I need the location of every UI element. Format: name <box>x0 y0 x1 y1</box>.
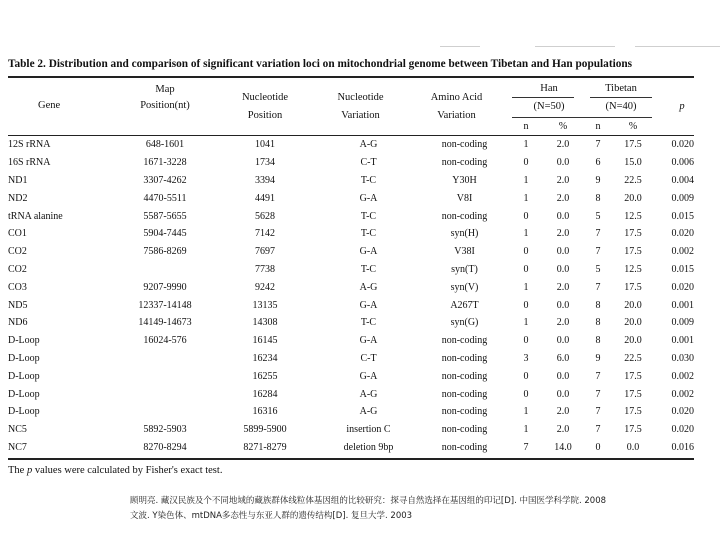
han-n-cell: 0 <box>523 370 529 382</box>
nucleotide-position-cell: 16234 <box>252 352 278 364</box>
han-percent-cell: 0.0 <box>556 157 570 169</box>
header-han-pct-col: % <box>558 121 568 132</box>
han-percent-cell: 2.0 <box>556 192 570 204</box>
map-position-cell: 12337-14148 <box>138 299 192 311</box>
amino-acid-variation-cell: syn(G) <box>450 317 479 329</box>
table-title <box>8 58 632 70</box>
han-percent-cell: 0.0 <box>556 263 570 275</box>
tibetan-n-cell: 7 <box>595 424 601 436</box>
han-underline <box>512 97 574 98</box>
map-position-cell: 1671-3228 <box>143 157 187 169</box>
table-row <box>8 403 694 421</box>
header-han: Han <box>540 83 558 94</box>
tibetan-n-cell: 5 <box>595 263 601 275</box>
tibetan-percent-cell: 17.5 <box>624 424 642 436</box>
map-position-cell <box>120 261 210 279</box>
map-position-cell: 3307-4262 <box>143 174 187 186</box>
amino-acid-variation-cell: non-coding <box>441 370 488 382</box>
tibetan-percent-cell: 20.0 <box>624 317 642 329</box>
amino-acid-variation-cell: syn(T) <box>451 263 478 275</box>
map-position-cell: 16024-576 <box>143 335 187 347</box>
map-position-cell: 9207-9990 <box>143 281 187 293</box>
map-position-cell: 7586-8269 <box>143 246 187 258</box>
header-tibetan: Tibetan <box>605 83 637 94</box>
han-n-cell: 1 <box>523 317 529 329</box>
amino-acid-variation-cell: non-coding <box>441 441 488 453</box>
han-n-cell: 1 <box>523 424 529 436</box>
table-row <box>8 154 694 172</box>
header-han-n: (N=50) <box>533 101 565 112</box>
table-row <box>8 207 694 225</box>
nucleotide-variation-cell: T-C <box>360 263 377 275</box>
table-footnote <box>8 465 222 476</box>
table-row <box>8 243 694 261</box>
tibetan-percent-cell: 17.5 <box>624 228 642 240</box>
han-n-cell: 0 <box>523 263 529 275</box>
han-n-cell: 1 <box>523 192 529 204</box>
gene-cell: D-Loop <box>8 335 40 347</box>
p-value-cell: 0.030 <box>671 352 694 364</box>
han-percent-cell: 14.0 <box>554 441 572 453</box>
han-percent-cell: 2.0 <box>556 424 570 436</box>
tibetan-percent-cell: 17.5 <box>624 281 642 293</box>
header-tibetan-pct-col: % <box>628 121 638 132</box>
gene-cell: NC5 <box>8 424 27 436</box>
gene-cell: tRNA alanine <box>8 210 63 222</box>
table-row <box>8 421 694 439</box>
table-row <box>8 278 694 296</box>
han-percent-cell: 6.0 <box>556 352 570 364</box>
nucleotide-position-cell: 1041 <box>255 139 275 151</box>
gene-cell: CO2 <box>8 246 27 258</box>
subheader-top-rule <box>512 117 652 118</box>
han-n-cell: 0 <box>523 157 529 169</box>
nucleotide-position-cell: 7738 <box>255 263 275 275</box>
nucleotide-variation-cell: G-A <box>359 192 378 204</box>
footnote-post: values were calculated by Fisher's exact test. <box>32 465 223 476</box>
faint-divider-3 <box>635 46 720 47</box>
nucleotide-position-cell: 7697 <box>255 246 275 258</box>
tibetan-n-cell: 9 <box>595 174 601 186</box>
nucleotide-variation-cell: G-A <box>359 246 378 258</box>
tibetan-percent-cell: 15.0 <box>624 157 642 169</box>
table-row <box>8 225 694 243</box>
han-percent-cell: 2.0 <box>556 317 570 329</box>
table-body <box>8 136 694 456</box>
tibetan-n-cell: 7 <box>595 388 601 400</box>
han-n-cell: 3 <box>523 352 529 364</box>
tibetan-n-cell: 9 <box>595 352 601 364</box>
nucleotide-position-cell: 16145 <box>252 335 278 347</box>
p-value-cell: 0.002 <box>671 370 694 382</box>
han-n-cell: 1 <box>523 174 529 186</box>
p-value-cell: 0.002 <box>671 246 694 258</box>
nucleotide-position-cell: 16255 <box>252 370 278 382</box>
amino-acid-variation-cell: Y30H <box>452 174 477 186</box>
han-n-cell: 7 <box>523 441 529 453</box>
header-nuc-var-1: Nucleotide <box>337 92 384 103</box>
gene-cell: CO3 <box>8 281 27 293</box>
map-position-cell <box>120 385 210 403</box>
amino-acid-variation-cell: V38I <box>454 246 475 258</box>
citation-1: 顾明亮. 藏汉民族及个不同地域的藏族群体线粒体基因组的比较研究：探寻自然选择在基因组的印记[D]. 中国医学科学院. 2008 <box>130 496 607 506</box>
table-row <box>8 439 694 457</box>
header-tibetan-n-col: n <box>595 121 601 132</box>
gene-cell: 16S rRNA <box>8 157 51 169</box>
map-position-cell: 5904-7445 <box>143 228 187 240</box>
tibetan-n-cell: 7 <box>595 228 601 240</box>
han-percent-cell: 0.0 <box>556 370 570 382</box>
header-aa-1: Amino Acid <box>430 92 483 103</box>
nucleotide-variation-cell: A-G <box>359 139 378 151</box>
amino-acid-variation-cell: syn(H) <box>450 228 479 240</box>
tibetan-percent-cell: 17.5 <box>624 246 642 258</box>
amino-acid-variation-cell: non-coding <box>441 210 488 222</box>
tibetan-percent-cell: 20.0 <box>624 299 642 311</box>
tibetan-percent-cell: 17.5 <box>624 370 642 382</box>
tibetan-n-cell: 8 <box>595 192 601 204</box>
header-map-1: Map <box>155 84 175 95</box>
p-value-cell: 0.001 <box>671 335 694 347</box>
tibetan-n-cell: 5 <box>595 210 601 222</box>
table-row <box>8 385 694 403</box>
tibetan-n-cell: 8 <box>595 317 601 329</box>
gene-cell: D-Loop <box>8 388 40 400</box>
nucleotide-position-cell: 16284 <box>252 388 278 400</box>
nucleotide-position-cell: 5628 <box>255 210 275 222</box>
tibetan-percent-cell: 0.0 <box>626 441 640 453</box>
gene-cell: ND2 <box>8 192 28 204</box>
han-percent-cell: 2.0 <box>556 406 570 418</box>
table-row <box>8 261 694 279</box>
nucleotide-position-cell: 7142 <box>255 228 275 240</box>
citation-2: 文波. Y染色体、mtDNA多态性与东亚人群的遗传结构[D]. 复旦大学. 2003 <box>130 511 413 521</box>
gene-cell: D-Loop <box>8 370 40 382</box>
tibetan-percent-cell: 17.5 <box>624 406 642 418</box>
p-value-cell: 0.015 <box>671 263 694 275</box>
map-position-cell <box>120 403 210 421</box>
p-value-cell: 0.009 <box>671 317 694 329</box>
table-row <box>8 350 694 368</box>
header-han-n-col: n <box>523 121 529 132</box>
han-n-cell: 0 <box>523 246 529 258</box>
nucleotide-position-cell: 9242 <box>255 281 275 293</box>
footnote-pre: The <box>8 465 27 476</box>
faint-divider-1 <box>440 46 480 47</box>
han-n-cell: 0 <box>523 299 529 311</box>
han-n-cell: 0 <box>523 210 529 222</box>
tibetan-percent-cell: 17.5 <box>624 139 642 151</box>
han-percent-cell: 2.0 <box>556 228 570 240</box>
gene-cell: D-Loop <box>8 352 40 364</box>
nucleotide-variation-cell: A-G <box>359 406 378 418</box>
table-row <box>8 296 694 314</box>
gene-cell: 12S rRNA <box>8 139 51 151</box>
amino-acid-variation-cell: V8I <box>456 192 473 204</box>
gene-cell: CO2 <box>8 263 27 275</box>
nucleotide-position-cell: 14308 <box>252 317 278 329</box>
footnote-p: p <box>26 465 33 476</box>
table-row <box>8 172 694 190</box>
table-caption: Distribution and comparison of significant variation loci on mitochondrial genome between Tibetan and Han populations <box>48 58 633 70</box>
nucleotide-variation-cell: C-T <box>360 157 377 169</box>
p-value-cell: 0.020 <box>671 424 694 436</box>
tibetan-n-cell: 7 <box>595 281 601 293</box>
table-row <box>8 332 694 350</box>
han-percent-cell: 0.0 <box>556 246 570 258</box>
nucleotide-variation-cell: C-T <box>360 352 377 364</box>
nucleotide-position-cell: 3394 <box>255 174 275 186</box>
header-p: p <box>679 101 685 112</box>
tibetan-percent-cell: 17.5 <box>624 388 642 400</box>
amino-acid-variation-cell: A267T <box>450 299 479 311</box>
han-n-cell: 1 <box>523 139 529 151</box>
p-value-cell: 0.020 <box>671 139 694 151</box>
han-n-cell: 0 <box>523 335 529 347</box>
han-n-cell: 0 <box>523 388 529 400</box>
map-position-cell: 648-1601 <box>145 139 185 151</box>
p-value-cell: 0.020 <box>671 228 694 240</box>
tibetan-n-cell: 8 <box>595 299 601 311</box>
amino-acid-variation-cell: non-coding <box>441 388 488 400</box>
tibetan-n-cell: 6 <box>595 157 601 169</box>
nucleotide-variation-cell: insertion C <box>346 424 391 436</box>
han-n-cell: 1 <box>523 281 529 293</box>
tibetan-n-cell: 7 <box>595 139 601 151</box>
nucleotide-variation-cell: T-C <box>360 317 377 329</box>
header-tibetan-n: (N=40) <box>605 101 637 112</box>
tibetan-percent-cell: 20.0 <box>624 192 642 204</box>
tibetan-n-cell: 7 <box>595 406 601 418</box>
top-rule <box>8 76 694 78</box>
p-value-cell: 0.004 <box>671 174 694 186</box>
p-value-cell: 0.015 <box>671 210 694 222</box>
table-label: Table 2. <box>8 58 46 70</box>
gene-cell: ND6 <box>8 317 28 329</box>
nucleotide-variation-cell: G-A <box>359 335 378 347</box>
nucleotide-variation-cell: deletion 9bp <box>343 441 394 453</box>
nucleotide-position-cell: 1734 <box>255 157 275 169</box>
nucleotide-position-cell: 13135 <box>252 299 278 311</box>
nucleotide-variation-cell: T-C <box>360 228 377 240</box>
gene-cell: ND1 <box>8 174 28 186</box>
map-position-cell <box>120 367 210 385</box>
p-value-cell: 0.009 <box>671 192 694 204</box>
nucleotide-variation-cell: A-G <box>359 388 378 400</box>
tibetan-percent-cell: 22.5 <box>624 174 642 186</box>
tibetan-percent-cell: 12.5 <box>624 210 642 222</box>
nucleotide-position-cell: 16316 <box>252 406 278 418</box>
tibetan-n-cell: 0 <box>595 441 601 453</box>
amino-acid-variation-cell: non-coding <box>441 424 488 436</box>
header-aa-2: Variation <box>437 110 476 121</box>
p-value-cell: 0.002 <box>671 388 694 400</box>
tibetan-n-cell: 8 <box>595 335 601 347</box>
nucleotide-variation-cell: G-A <box>359 299 378 311</box>
tibetan-percent-cell: 20.0 <box>624 335 642 347</box>
header-nuc-var-2: Variation <box>341 110 380 121</box>
p-value-cell: 0.016 <box>671 441 694 453</box>
nucleotide-variation-cell: G-A <box>359 370 378 382</box>
amino-acid-variation-cell: syn(V) <box>450 281 479 293</box>
nucleotide-variation-cell: A-G <box>359 281 378 293</box>
header-map-2: Position(nt) <box>140 100 190 111</box>
amino-acid-variation-cell: non-coding <box>441 139 488 151</box>
nucleotide-position-cell: 8271-8279 <box>243 441 287 453</box>
bottom-rule <box>8 458 694 460</box>
map-position-cell: 8270-8294 <box>143 441 187 453</box>
p-value-cell: 0.020 <box>671 281 694 293</box>
han-n-cell: 1 <box>523 406 529 418</box>
table-row <box>8 136 694 154</box>
table-row <box>8 189 694 207</box>
tibetan-percent-cell: 22.5 <box>624 352 642 364</box>
header-nuc-pos-2: Position <box>247 110 283 121</box>
p-value-cell: 0.006 <box>671 157 694 169</box>
map-position-cell <box>120 350 210 368</box>
map-position-cell: 14149-14673 <box>138 317 192 329</box>
tibetan-percent-cell: 12.5 <box>624 263 642 275</box>
tibetan-n-cell: 7 <box>595 370 601 382</box>
nucleotide-variation-cell: T-C <box>360 174 377 186</box>
table-row <box>8 367 694 385</box>
faint-divider-2 <box>535 46 615 47</box>
gene-cell: D-Loop <box>8 406 40 418</box>
amino-acid-variation-cell: non-coding <box>441 406 488 418</box>
gene-cell: NC7 <box>8 441 27 453</box>
amino-acid-variation-cell: non-coding <box>441 157 488 169</box>
p-value-cell: 0.001 <box>671 299 694 311</box>
tibetan-n-cell: 7 <box>595 246 601 258</box>
han-percent-cell: 2.0 <box>556 139 570 151</box>
data-table <box>8 136 694 456</box>
amino-acid-variation-cell: non-coding <box>441 352 488 364</box>
han-percent-cell: 2.0 <box>556 281 570 293</box>
tibetan-underline <box>590 97 652 98</box>
han-percent-cell: 0.0 <box>556 299 570 311</box>
p-value-cell: 0.020 <box>671 406 694 418</box>
header-nuc-pos-1: Nucleotide <box>241 92 289 103</box>
gene-cell: ND5 <box>8 299 28 311</box>
map-position-cell: 4470-5511 <box>143 192 187 204</box>
map-position-cell: 5892-5903 <box>143 424 187 436</box>
map-position-cell: 5587-5655 <box>143 210 187 222</box>
header-gene: Gene <box>38 100 61 111</box>
amino-acid-variation-cell: non-coding <box>441 335 488 347</box>
gene-cell: CO1 <box>8 228 27 240</box>
han-percent-cell: 2.0 <box>556 174 570 186</box>
nucleotide-variation-cell: T-C <box>360 210 377 222</box>
nucleotide-position-cell: 4491 <box>255 192 275 204</box>
han-percent-cell: 0.0 <box>556 335 570 347</box>
nucleotide-position-cell: 5899-5900 <box>243 424 287 436</box>
han-percent-cell: 0.0 <box>556 210 570 222</box>
han-n-cell: 1 <box>523 228 529 240</box>
table-row <box>8 314 694 332</box>
han-percent-cell: 0.0 <box>556 388 570 400</box>
